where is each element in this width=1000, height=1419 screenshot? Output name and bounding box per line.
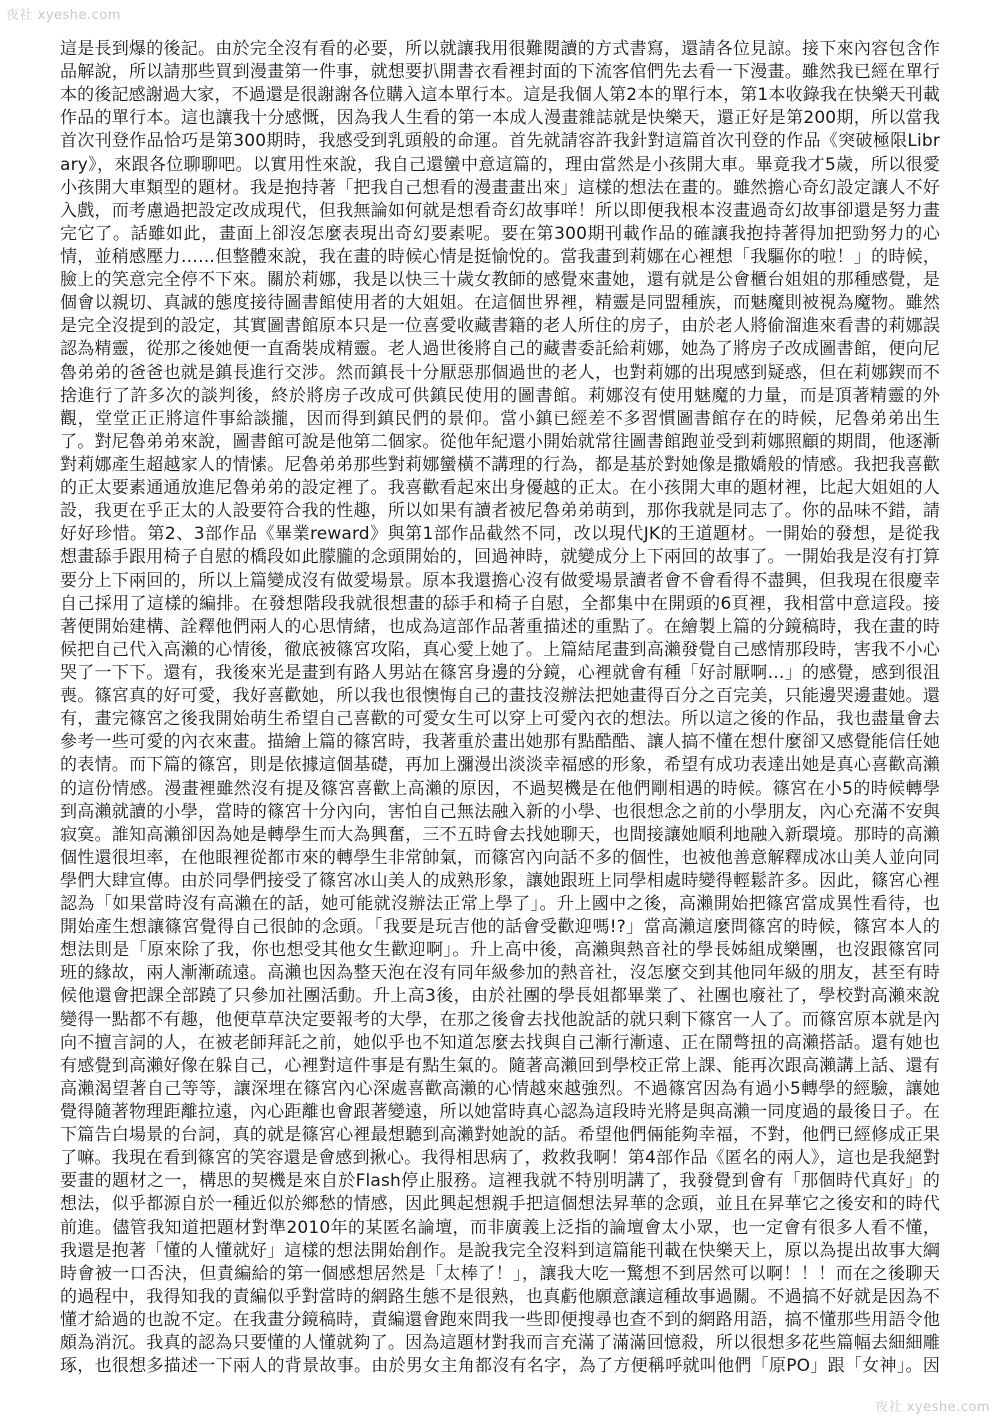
afterword-body: [60, 38, 940, 1378]
watermark-top: 夜社 xyeshe.com: [6, 8, 121, 23]
watermark-bottom: 夜社 xyeshe.com: [875, 1400, 990, 1415]
afterword-text: 這是長到爆的後記。由於完全沒有看的必要，所以就讓我用很難閱讀的方式書寫，還請各位見諒。接下來內容包含作品解說，所以請那些買到漫畫第一件事，就想要扒開書衣看裡封面的下流客倌們先去看一下漫畫。雖然我已經在單行本的後記感謝過大家，不過還是很謝謝各位購入這本單行本。這是我個人第2本的單行本，第1本收錄我在快樂天刊載作品的單行本。這也讓我十分感慨，因為我人生看的第一本成人漫畫雜誌就是快樂天，還正好是第200期，所以當我首次刊登作品恰巧是第300期時，我感受到乳頭般的命運。首先就請容許我針對這篇首次刊登的作品《突破極限Library》，來跟各位聊聊吧。以實用性來說，我自己還蠻中意這篇的，理由當然是小孩開大車。畢竟我才5歲，所以很愛小孩開大車類型的題材。我是抱持著「把我自己想看的漫畫畫出來」這樣的想法在畫的。雖然擔心奇幻設定讓人不好入戲，而考慮過把設定改成現代，但我無論如何就是想看奇幻故事咩！所以即便我根本沒畫過奇幻故事卻還是努力畫完它了。話雖如此，畫面上卻沒怎麼表現出奇幻要素呢。要在第300期刊載作品的確讓我抱持著得加把勁努力的心情，並稍感壓力……但整體來說，我在畫的時候心情是挺愉悅的。當我畫到莉娜在心裡想「我驅你的啦！」的時候，臉上的笑意完全停不下來。關於莉娜，我是以快三十歲女教師的感覺來畫她，還有就是公會櫃台姐姐的那種感覺，是個會以親切、真誠的態度接待圖書館使用者的大姐姐。在這個世界裡，精靈是同盟種族，而魅魔則被視為魔物。雖然是完全沒提到的設定，其實圖書館原本只是一位喜愛收藏書籍的老人所住的房子，由於老人將偷溜進來看書的莉娜誤認為精靈，從那之後她便一直喬裝成精靈。老人過世後將自己的藏書委託給莉娜，她為了將房子改成圖書館，便向尼魯弟弟的爸爸也就是鎮長進行交涉。然而鎮長十分厭惡那個過世的老人，也對莉娜的出現感到疑惑，但在莉娜鍥而不捨進行了許多次的談判後，終於將房子改成可供鎮民使用的圖書館。莉娜沒有使用魅魔的力量，而是頂著精靈的外觀，堂堂正正將這件事給談攏，因而得到鎮民們的景仰。當小鎮已經差不多習慣圖書館存在的時候，尼魯弟弟出生了。對尼魯弟弟來說，圖書館可說是他第二個家。從他年紀還小開始就常往圖書館跑並受到莉娜照顧的期間，他逐漸對莉娜產生超越家人的情愫。尼魯弟弟那些對莉娜蠻橫不講理的行為，都是基於對她像是撒嬌般的情感。我把我喜歡的正太要素通通放進尼魯弟弟的設定裡了。我喜歡看起來出身優越的正太。在小孩開大車的題材裡，比起大姐姐的人設，我更在乎正太的人設要符合我的性趣，所以如果有讀者被尼魯弟弟萌到，那你我就是同志了。你的品味不錯，請好好珍惜。第2、3部作品《畢業reward》與第1部作品截然不同，改以現代JK的王道題材。一開始的發想，是從我想畫舔手跟用椅子自慰的橋段如此朦朧的念頭開始的，回過神時，就變成分上下兩回的故事了。一開始我是沒有打算要分上下兩回的，所以上篇變成沒有做愛場景。原本我還擔心沒有做愛場景讀者會不會看得不盡興，但我現在很慶幸自己採用了這樣的編排。在發想階段我就很想畫的舔手和椅子自慰，全都集中在開頭的6頁裡，我相當中意這段。接著便開始建構、詮釋他們兩人的心思情緒，也成為這部作品著重描述的重點了。在繪製上篇的分鏡稿時，我在畫的時候把自己代入高瀨的心情後，徹底被篠宮攻陷，真心愛上她了。上篇結尾畫到高瀨發覺自己感情那段時，害我不小心哭了一下下。還有，我後來光是畫到有路人男站在篠宮身邊的分鏡，心裡就會有種「好討厭啊…」的感覺，感到很沮喪。篠宮真的好可愛，我好喜歡她，所以我也很懊悔自己的畫技沒辦法把她畫得百分之百完美，只能邊哭邊畫她。還有，畫完篠宮之後我開始萌生希望自己喜歡的可愛女生可以穿上可愛內衣的想法。所以這之後的作品，我也盡量會去參考一些可愛的內衣來畫。描繪上篇的篠宮時，我著重於畫出她那有點酷酷、讓人搞不懂在想什麼卻又感覺能信任她的表情。而下篇的篠宮，則是依據這個基礎，再加上瀰漫出淡淡幸福感的形象，希望有成功表達出她是真心喜歡高瀨的這份情感。漫畫裡雖然沒有提及篠宮喜歡上高瀨的原因，不過契機是在他們剛相遇的時候。篠宮在小5的時候轉學到高瀨就讀的小學，當時的篠宮十分內向，害怕自己無法融入新的小學、也很想念之前的小學朋友，內心充滿不安與寂寞。誰知高瀨卻因為她是轉學生而大為興奮，三不五時會去找她聊天，也間接讓她順利地融入新環境。那時的高瀨個性還很坦率，在他眼裡從都市來的轉學生非常帥氣，而篠宮內向話不多的個性，也被他善意解釋成冰山美人並向同學們大肆宣傳。由於同學們接受了篠宮冰山美人的成熟形象，讓她跟班上同學相處時變得輕鬆許多。因此，篠宮心裡認為「如果當時沒有高瀨在的話，她可能就沒辦法正常上學了」。升上國中之後，高瀨開始把篠宮當成異性看待，也開始產生想讓篠宮覺得自己很帥的念頭。「我要是玩吉他的話會受歡迎嗎!?」當高瀨這麼問篠宮的時候，篠宮本人的想法則是「原來除了我，你也想受其他女生歡迎啊」。升上高中後，高瀨與熱音社的學長姊組成樂團，也沒跟篠宮同班的緣故，兩人漸漸疏遠。高瀨也因為整天泡在沒有同年級參加的熱音社，沒怎麼交到其他同年級的朋友，甚至有時候他還會把課全部蹺了只參加社團活動。升上高3後，由於社團的學長姐都畢業了、社團也廢社了，學校對高瀨來說變得一點都不有趣，他便草草決定要報考的大學，在那之後會去找他說話的就只剩下篠宮一人了。而篠宮原本就是內向不擅言詞的人，在被老師拜託之前，她似乎也不知道怎麼去找與自己漸行漸遠、正在鬧彆扭的高瀨搭話。還有她也有感覺到高瀨好像在躲自己，心裡對這件事是有點生氣的。隨著高瀨回到學校正常上課、能再次跟高瀨講上話、還有高瀨渴望著自己等等，讓深埋在篠宮內心深處喜歡高瀨的心情越來越強烈。不過篠宮因為有過小5轉學的經驗，讓她覺得隨著物理距離拉遠，內心距離也會跟著變遠，所以她當時真心認為這段時光將是與高瀨一同度過的最後日子。在下篇告白場景的台詞，真的就是篠宮心裡最想聽到高瀨對她說的話。希望他們倆能夠幸福，不對，他們已經修成正果了嘛。我現在看到篠宮的笑容還是會感到揪心。我得相思病了，救救我啊！第4部作品《匿名的兩人》，這也是我絕對要畫的題材之一，構思的契機是來自於Flash停止服務。這裡我就不特別明講了，我發覺到會有「那個時代真好」的想法，似乎都源自於一種近似於鄉愁的情感，因此興起想親手把這個想法昇華的念頭，並且在昇華它之後安和的時代前進。儘管我知道把題材對準2010年的某匿名論壇，而非廣義上泛指的論壇會太小眾，也一定會有很多人看不懂，我還是抱著「懂的人懂就好」這樣的想法開始創作。是說我完全沒料到這篇能刊載在快樂天上，原以為提出故事大綱時會被一口否決，但責編給的第一個感想居然是「太棒了！」，讓我大吃一驚想不到居然可以啊！！！而在之後聊天的過程中，我得知我的責編似乎對當時的網路生態不是很熟，也真虧他願意讓這種故事過關。不過搞不好就是因為不懂才給過的也說不定。在我畫分鏡稿時，責編還會跑來問我一些即便搜尋也查不到的網路用語，搞不懂那些用語令他頗為消沉。我真的認為只要懂的人懂就夠了。因為這題材對我而言充滿了滿滿回憶殺，所以很想多花些篇幅去細細雕琢，也很想多描述一下兩人的背景故事。由於男女主角都沒有名字，為了方便稱呼就叫他們「原PO」跟「女神」。因: [60, 39, 940, 1377]
